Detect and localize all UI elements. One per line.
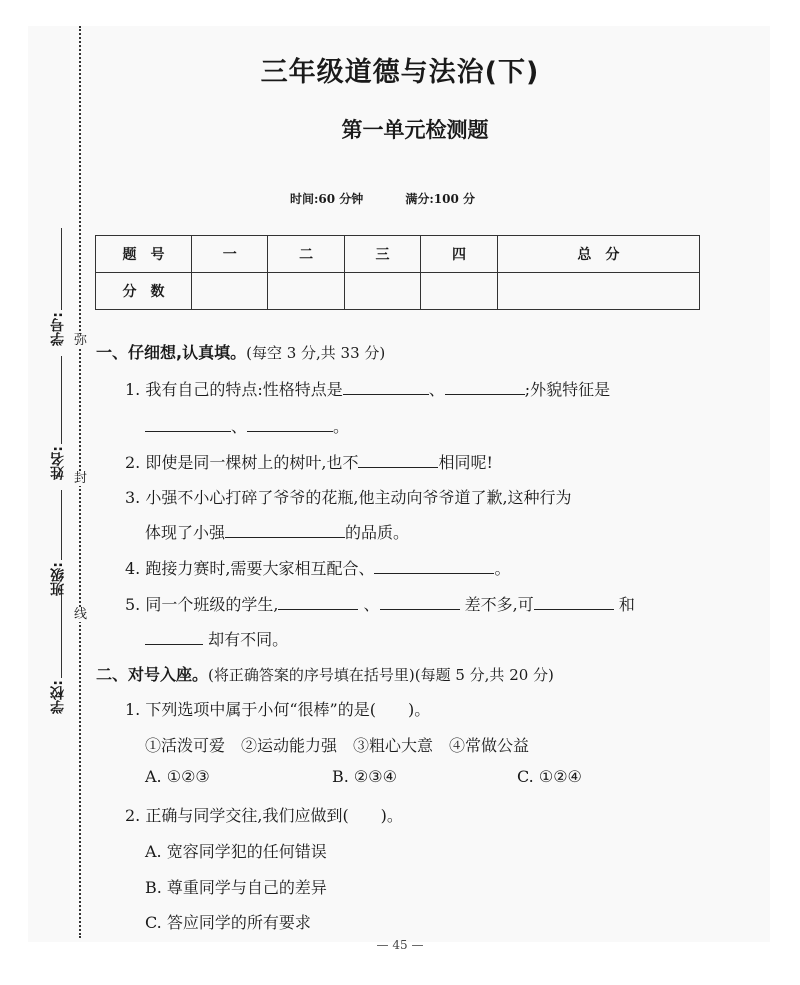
school-field[interactable] [61, 590, 62, 678]
s1-q1-text: 1. 我有自己的特点:性格特点是 [125, 380, 343, 399]
s1-q1-text2: ;外貌特征是 [524, 380, 611, 399]
score-cell-q2: 二 [268, 236, 344, 273]
s2-q1-option-a[interactable]: A. ①②③ [145, 767, 210, 786]
s1-q5-and: 和 [618, 595, 635, 614]
s1-q3-line2 [145, 520, 409, 543]
s1-q1-end: 。 [333, 417, 350, 436]
s1-q2 [125, 450, 493, 473]
s1-q1-blank2[interactable] [445, 378, 525, 395]
s1-q4-text: 4. 跑接力赛时,需要大家相互配合、 [125, 559, 375, 578]
score-cell-label: 题 号 [96, 236, 192, 273]
s1-q3-blank[interactable] [225, 521, 345, 538]
s1-q5-line2 [145, 627, 288, 650]
exam-full-score: 满分:100 分 [405, 192, 475, 206]
s2-q1-statements: ①活泼可爱 ②运动能力强 ③粗心大意 ④常做公益 [145, 736, 530, 755]
s1-q5-end: 却有不同。 [208, 630, 289, 649]
seal-char-feng: 封 [74, 471, 88, 486]
name-field[interactable] [61, 356, 62, 444]
s1-q5-text2: 差不多,可 [464, 595, 534, 614]
s2-q2: 2. 正确与同学交往,我们应做到( )。 [125, 806, 403, 825]
s2-q1-option-c[interactable]: C. ①②④ [517, 767, 582, 786]
page-subtitle: 第一单元检测题 [341, 118, 489, 142]
page-number: — 45 — [376, 938, 424, 952]
page-title: 三年级道德与法治(下) [260, 57, 540, 88]
s1-q4-blank[interactable] [374, 557, 494, 574]
score-cell-q1: 一 [192, 236, 268, 273]
section1-note: (每空 3 分,共 33 分) [246, 344, 386, 362]
school-label: 学校: [50, 680, 66, 714]
s1-q5-line1 [125, 592, 635, 615]
s2-q2-option-c[interactable]: C. 答应同学的所有要求 [145, 913, 311, 932]
score-table-header-row [96, 236, 700, 273]
s1-q2-end: 相同呢! [438, 453, 493, 472]
student-number-label: 学号: [50, 312, 66, 346]
s2-q1-option-b[interactable]: B. ②③④ [332, 767, 397, 786]
score-input-q4[interactable] [421, 273, 497, 310]
s1-q1-sep: 、 [428, 380, 445, 399]
section2-note: (将正确答案的序号填在括号里)(每题 5 分,共 20 分) [208, 666, 554, 684]
exam-meta [290, 190, 517, 207]
s1-q5-blank1[interactable] [278, 593, 358, 610]
score-table [95, 235, 700, 310]
s2-q2-option-b[interactable]: B. 尊重同学与自己的差异 [145, 878, 327, 897]
s2-q1: 1. 下列选项中属于小何“很棒”的是( )。 [125, 700, 431, 719]
s1-q3-end: 的品质。 [345, 523, 410, 542]
score-input-q1[interactable] [192, 273, 268, 310]
s1-q3-line1: 3. 小强不小心打碎了爷爷的花瓶,他主动向爷爷道了歉,这种行为 [125, 488, 572, 507]
s1-q2-blank[interactable] [358, 451, 438, 468]
s1-q4-end: 。 [494, 559, 511, 578]
class-field[interactable] [61, 490, 62, 560]
s1-q1-line1 [125, 377, 610, 400]
score-input-total[interactable] [497, 273, 699, 310]
score-input-q3[interactable] [344, 273, 420, 310]
s1-q4 [125, 556, 510, 579]
s1-q5-text: 5. 同一个班级的学生, [125, 595, 279, 614]
score-cell-total: 总 分 [497, 236, 699, 273]
section2-heading [96, 662, 554, 685]
score-table-score-row [96, 273, 700, 310]
exam-time: 时间:60 分钟 [290, 192, 364, 206]
s1-q3-text: 体现了小强 [145, 523, 226, 542]
s1-q1-line2 [145, 414, 349, 437]
class-label: 班级: [50, 562, 66, 596]
section1-title: 一、仔细想,认真填。 [96, 343, 247, 362]
s2-q2-option-a[interactable]: A. 宽容同学犯的任何错误 [145, 842, 327, 861]
score-row-label: 分 数 [96, 273, 192, 310]
s1-q1-blank3[interactable] [145, 415, 231, 432]
s1-q5-blank4[interactable] [145, 628, 203, 645]
section1-heading [96, 340, 385, 363]
s1-q1-blank4[interactable] [247, 415, 333, 432]
s1-q1-sep2: 、 [231, 417, 248, 436]
score-cell-q3: 三 [344, 236, 420, 273]
s1-q5-blank2[interactable] [380, 593, 460, 610]
seal-char-mi: 弥 [74, 333, 88, 348]
s1-q5-sep: 、 [363, 595, 380, 614]
name-label: 姓名: [50, 446, 66, 480]
section2-title: 二、对号入座。 [96, 665, 209, 684]
seal-char-xian: 线 [74, 607, 88, 622]
s1-q1-blank1[interactable] [343, 378, 429, 395]
s1-q5-blank3[interactable] [534, 593, 614, 610]
score-input-q2[interactable] [268, 273, 344, 310]
s1-q2-text: 2. 即使是同一棵树上的树叶,也不 [125, 453, 359, 472]
student-number-field[interactable] [61, 228, 62, 310]
score-cell-q4: 四 [421, 236, 497, 273]
